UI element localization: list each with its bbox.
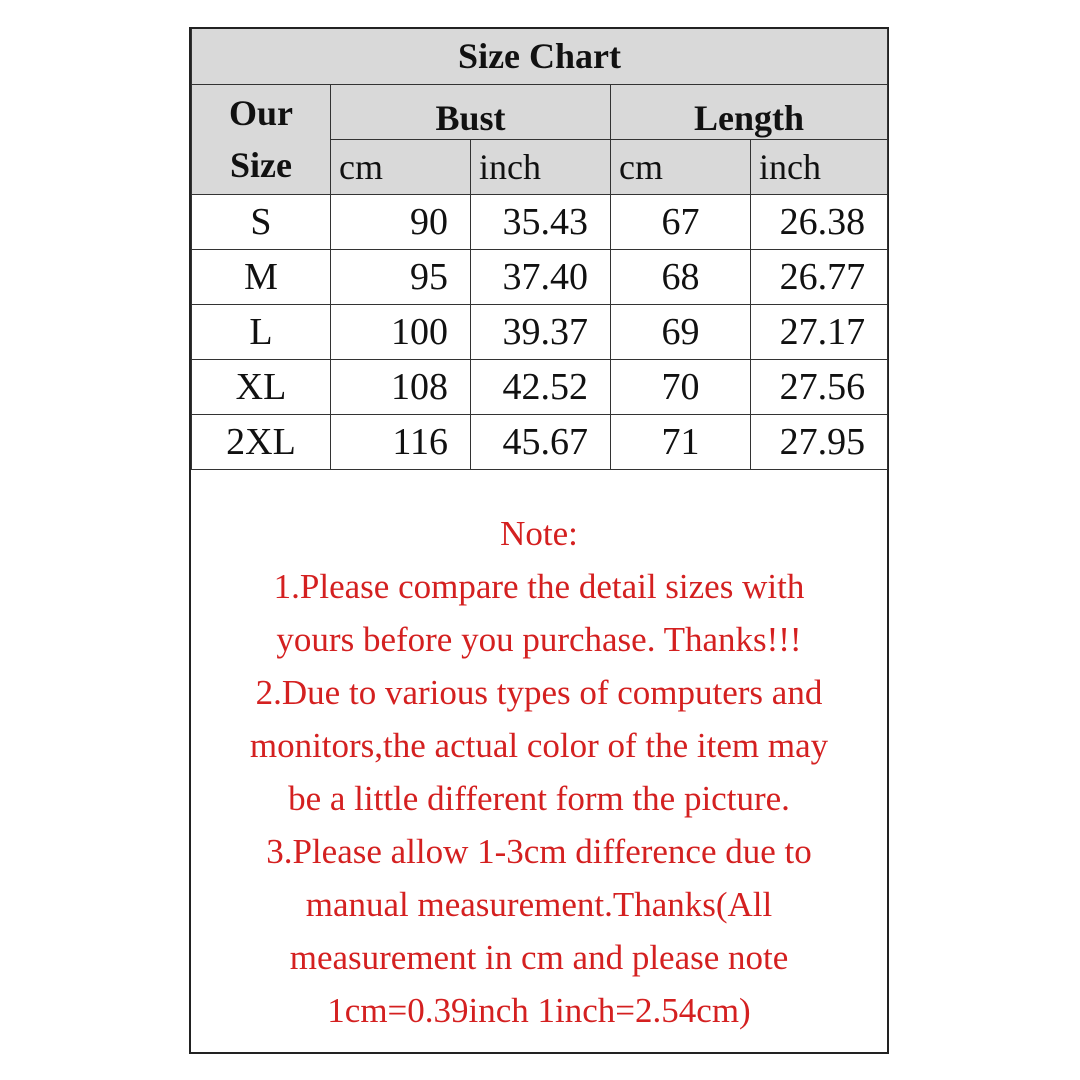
size-cell: L [192,304,331,359]
bust-inch-cell: 35.43 [471,194,611,249]
unit-header: inch [751,139,888,194]
note-line: 1.Please compare the detail sizes with [273,567,805,606]
table-row [192,249,888,304]
bust-cm-cell: 90 [331,194,471,249]
length-cm-cell: 70 [611,359,751,414]
note-line: yours before you purchase. Thanks!!! [276,620,802,659]
size-chart-frame [189,27,889,1054]
size-cell: M [192,249,331,304]
note-heading: Note: [500,514,578,553]
length-inch-cell: 27.95 [751,414,888,469]
our-size-line2: Size [230,145,292,185]
note-line: measurement in cm and please note [289,938,789,977]
table-row [192,194,888,249]
table-title: Size Chart [192,29,888,84]
length-inch-cell: 27.56 [751,359,888,414]
our-size-line1: Our [228,93,293,133]
notes-block [191,507,887,1037]
size-cell: S [192,194,331,249]
length-inch-cell: 26.38 [751,194,888,249]
bust-inch-cell: 39.37 [471,304,611,359]
bust-inch-cell: 37.40 [471,249,611,304]
note-line: 1cm=0.39inch 1inch=2.54cm) [327,991,751,1030]
unit-header: inch [471,139,611,194]
bust-inch-cell: 45.67 [471,414,611,469]
note-line: 3.Please allow 1-3cm difference due to [266,832,812,871]
bust-cm-cell: 95 [331,249,471,304]
length-inch-cell: 26.77 [751,249,888,304]
size-table [191,29,888,470]
length-header: Length [611,84,888,139]
length-cm-cell: 69 [611,304,751,359]
bust-cm-cell: 100 [331,304,471,359]
bust-inch-cell: 42.52 [471,359,611,414]
length-cm-cell: 67 [611,194,751,249]
unit-header: cm [331,139,471,194]
note-line: monitors,the actual color of the item may [249,726,829,765]
bust-header: Bust [331,84,611,139]
note-line: manual measurement.Thanks(All [305,885,773,924]
our-size-header [192,84,331,194]
length-cm-cell: 71 [611,414,751,469]
table-row [192,414,888,469]
length-inch-cell: 27.17 [751,304,888,359]
unit-header: cm [611,139,751,194]
bust-cm-cell: 108 [331,359,471,414]
size-cell: XL [192,359,331,414]
note-line: 2.Due to various types of computers and [255,673,823,712]
size-cell: 2XL [192,414,331,469]
bust-cm-cell: 116 [331,414,471,469]
note-line: be a little different form the picture. [288,779,790,818]
table-row [192,304,888,359]
table-row [192,359,888,414]
length-cm-cell: 68 [611,249,751,304]
